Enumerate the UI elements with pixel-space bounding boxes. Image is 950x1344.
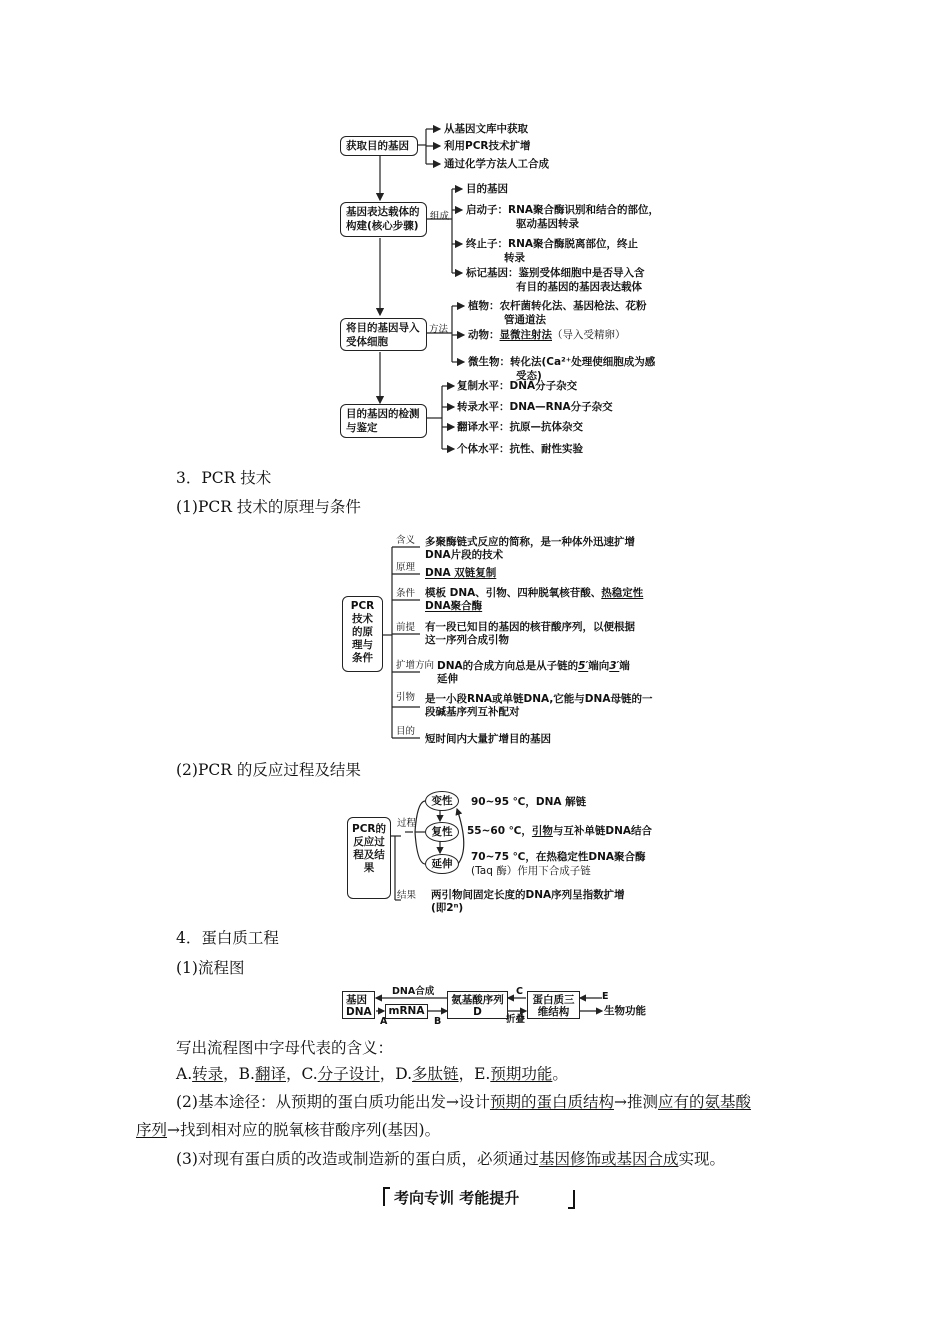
method-animal [468,328,626,342]
direction-3prime: 3′ [609,660,620,672]
conditions-l1 [425,586,643,600]
anneal-text-a: 55~60 ℃， [467,825,532,837]
detect-item-1: 复制水平：DNA分子杂交 [457,380,578,392]
para-2-p2: →推测 [613,1093,658,1111]
para-2-p3: →找到相对应的脱氧核苷酸序列(基因)。 [167,1121,441,1139]
para-3 [176,1149,725,1169]
pcr-principle-diagram [340,530,660,750]
denature-text: 90~95 ℃，DNA 解链 [471,796,587,808]
para-2-u1: 预期的蛋白质结构 [489,1093,614,1111]
answer-a-prefix: A. [176,1065,193,1083]
step-denature: 变性 [425,791,459,811]
answers-end: 。 [552,1065,568,1083]
pcr-process-diagram [345,788,655,913]
section-3-2-title: (2)PCR 的反应过程及结果 [176,761,361,779]
para-2-u2b: 序列 [136,1121,168,1139]
method-microbe: 微生物：转化法(Ca²⁺处理使细胞成为感 [468,356,656,368]
para-2-line-1 [176,1092,751,1112]
meaning-l1: 多聚酶链式反应的简称，是一种体外迅速扩增 [425,536,635,548]
answer-c: 分子设计 [317,1065,380,1083]
method-microbe-b: 受态) [516,370,542,382]
amino-acid-seq-label: 氨基酸序列 [451,994,504,1006]
label-c: C [516,986,523,997]
direction-l1-e: 端 [619,660,630,672]
label-purpose: 目的 [396,726,416,737]
primer-l1: 是一小段RNA或单链DNA,它能与DNA母链的一 [425,693,653,705]
direction-l1 [437,659,630,673]
conditions-l1-a: 模板 DNA、引物、四种脱氧核苷酸、 [425,587,602,599]
label-premise: 前提 [396,622,416,633]
result-l1: 两引物间固定长度的DNA序列呈指数扩增 [431,889,625,901]
box-transfer-gene: 将目的基因导入受体细胞 [340,318,427,351]
answer-c-prefix: ，C. [285,1065,318,1083]
section-3-1-title: (1)PCR 技术的原理与条件 [176,498,361,516]
vector-item-3: 终止子：RNA聚合酶脱离部位，终止 [466,238,638,250]
box-build-vector: 基因表达载体的构建(核心步骤) [340,202,427,237]
footer-banner [382,1184,576,1212]
box-obtain-gene: 获取目的基因 [340,136,418,156]
label-a: A [380,1016,388,1027]
label-e: E [602,991,609,1002]
method-plant-b: 管通道法 [504,314,546,326]
para-3-p2: 实现。 [678,1150,725,1168]
label-process: 过程 [397,818,417,829]
direction-l1-c: 端向 [588,660,610,672]
label-principle: 原理 [396,562,416,573]
amino-acid-seq-d: D [473,1006,482,1018]
principle-l1: DNA 双链复制 [425,567,497,579]
result-l2: (即2ⁿ) [431,902,464,914]
box-detect-gene: 目的基因的检测与鉴定 [340,404,427,438]
node-bio-function: 生物功能 [604,1005,646,1017]
direction-l2: 延伸 [437,673,458,685]
para-2-u2a: 应有的氨基酸 [657,1093,751,1111]
anneal-text-u: 引物 [531,825,553,837]
obtain-item-1: 从基因文库中获取 [444,123,528,135]
premise-l1: 有一段已知目的基因的核苷酸序列，以便根据 [425,621,635,633]
anneal-text-b: 与互补单链DNA结合 [552,825,653,837]
premise-l2: 这一序列合成引物 [425,634,509,646]
obtain-item-2: 利用PCR技术扩增 [444,140,531,152]
answer-b-prefix: ，B. [223,1065,255,1083]
answer-e: 预期功能 [490,1065,553,1083]
answer-a: 转录 [192,1065,224,1083]
para-intro: 写出流程图中字母代表的含义： [176,1039,394,1057]
node-gene-dna: 基因DNA [342,991,375,1019]
node-mrna: mRNA [385,1004,428,1019]
label-composition: 组成 [430,211,450,222]
meaning-l2: DNA片段的技术 [425,549,504,561]
label-b: B [434,1016,442,1027]
detect-item-3: 翻译水平：抗原—抗体杂交 [457,421,583,433]
pcr-principle-box: PCR技术的原理与条件 [342,596,383,672]
section-3-title: 3．PCR 技术 [176,469,272,487]
footer-title: 考向专训 考能提升 [394,1189,520,1207]
vector-item-2: 启动子：RNA聚合酶识别和结合的部位， [466,204,659,216]
gene-engineering-flowchart [330,118,670,458]
section-4-1-title: (1)流程图 [176,959,245,977]
purpose-l1: 短时间内大量扩增目的基因 [425,733,551,745]
answer-d: 多肽链 [412,1065,459,1083]
label-fold: 折叠 [506,1014,526,1025]
node-protein-3d: 蛋白质三维结构 [527,991,580,1019]
answers-line [176,1064,568,1084]
para-3-u1: 基因修饰或基因合成 [538,1150,679,1168]
detect-item-4: 个体水平：抗性、耐性实验 [457,443,583,455]
anneal-text [467,824,652,838]
answer-e-prefix: ，E. [458,1065,491,1083]
label-result: 结果 [397,890,417,901]
direction-l1-a: DNA的合成方向总是从子链的 [437,660,579,672]
extend-text-l2: (Taq 酶）作用下合成子链 [471,865,591,877]
step-extend: 延伸 [425,854,459,874]
conditions-l1-u: 热稳定性 [601,587,644,599]
vector-item-1: 目的基因 [466,183,508,195]
vector-item-3b: 转录 [504,252,525,264]
answer-b: 翻译 [254,1065,286,1083]
detect-item-2: 转录水平：DNA—RNA分子杂交 [457,401,613,413]
method-animal-rest: （导入受精卵） [552,329,626,341]
vector-item-4b: 有目的基因的基因表达载体 [516,281,642,293]
label-primer: 引物 [396,692,416,703]
vector-item-4: 标记基因：鉴别受体细胞中是否导入含 [466,267,645,279]
label-conditions: 条件 [396,588,416,599]
obtain-item-3: 通过化学方法人工合成 [444,158,549,170]
conditions-l2: DNA聚合酶 [425,600,483,612]
label-direction: 扩增方向 [396,660,435,671]
section-4-title: 4．蛋白质工程 [176,929,279,947]
para-2-line-2 [136,1120,440,1140]
label-meaning: 含义 [396,535,416,546]
method-animal-head: 动物： [468,329,500,341]
label-dna-synthesis: DNA合成 [392,986,435,997]
label-method: 方法 [429,324,449,335]
answer-d-prefix: ，D. [379,1065,413,1083]
step-anneal: 复性 [425,822,459,842]
pcr-process-box: PCR的反应过程及结果 [347,817,391,899]
primer-l2: 段碱基序列互补配对 [425,706,520,718]
method-plant: 植物：农杆菌转化法、基因枪法、花粉 [468,300,647,312]
vector-item-2b: 驱动基因转录 [516,218,579,230]
node-amino-acid-seq [447,991,508,1019]
method-animal-u: 显微注射法 [499,329,552,341]
direction-5prime: 5′ [578,660,589,672]
extend-text-l1: 70~75 ℃，在热稳定性DNA聚合酶 [471,851,646,863]
protein-engineering-flow [340,985,660,1027]
para-3-p1: (3)对现有蛋白质的改造或制造新的蛋白质，必须通过 [176,1150,539,1168]
para-2-p1: (2)基本途径：从预期的蛋白质功能出发→设计 [176,1093,490,1111]
